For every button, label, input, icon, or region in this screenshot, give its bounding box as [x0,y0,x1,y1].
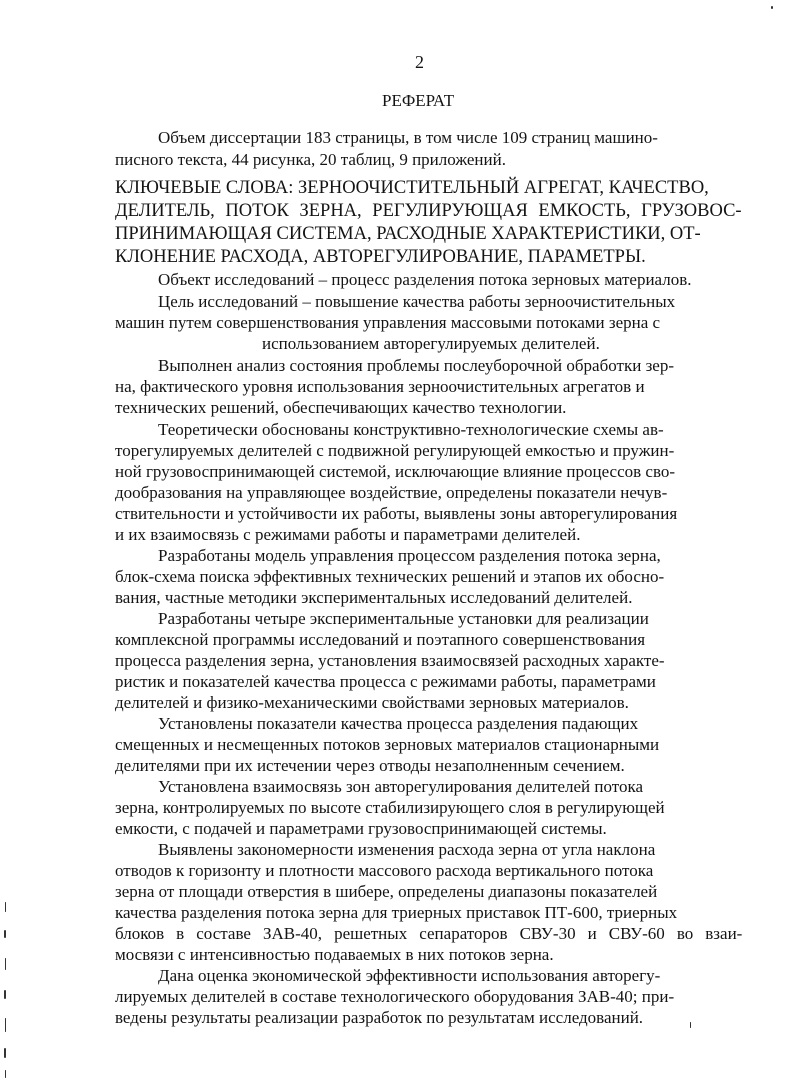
text-line: делителями при их истечении через отводы незаполненным сечением. [115,756,625,775]
text-line: использованием авторегулируемых делителей. [262,334,600,353]
text-line: Выполнен анализ состояния проблемы послеуборочной обработки зер- [158,356,674,375]
text-line: Цель исследований – повышение качества работы зерноочистительных [158,292,676,311]
text-line: Теоретически обоснованы конструктивно-технологические схемы ав- [158,420,664,439]
text-line: КЛЮЧЕВЫЕ СЛОВА: ЗЕРНООЧИСТИТЕЛЬНЫЙ АГРЕГАТ, КАЧЕСТВО, [115,178,709,198]
text-line: мосвязи с интенсивностью подаваемых в них потоков зерна. [115,945,554,964]
text-line: Разработаны четыре экспериментальные установки для реализации [158,609,649,628]
text-line: Разработаны модель управления процессом разделения потока зерна, [158,546,661,565]
page-number: 2 [415,52,424,72]
text-line: Выявлены закономерности изменения расхода зерна от угла наклона [158,840,656,859]
text-line: КЛОНЕНИЕ РАСХОДА, АВТОРЕГУЛИРОВАНИЕ, ПАРАМЕТРЫ. [115,247,646,267]
text-line: ПРИНИМАЮЩАЯ СИСТЕМА, РАСХОДНЫЕ ХАРАКТЕРИСТИКИ, ОТ- [115,224,701,244]
text-line: машин путем совершенствования управления массовыми потоками зерна с [115,313,661,332]
text-line: емкости, с подачей и параметрами грузовоспринимающей системы. [115,819,607,838]
text-line: ствительности и устойчивости их работы, выявлены зоны авторегулирования [115,504,678,523]
text-line: зерна, контролируемых по высоте стабилизирующего слоя в регулирующей [115,798,665,817]
text-line: ной грузовоспринимающей системой, исключающие влияние процессов сво- [115,462,676,481]
text-line: ристик и показателей качества процесса с режимами работы, параметрами [115,672,656,691]
text-line: Дана оценка экономической эффективности использования авторегу- [158,966,661,985]
text-line: Установлена взаимосвязь зон авторегулирования делителей потока [158,777,644,796]
text-line: блок-схема поиска эффективных технических решений и этапов их обосно- [115,567,665,586]
text-line: ДЕЛИТЕЛЬ, ПОТОК ЗЕРНА, РЕГУЛИРУЮЩАЯ ЕМКОСТЬ, ГРУЗОВОС- [115,201,742,221]
text-line: писного текста, 44 рисунка, 20 таблиц, 9 приложений. [115,150,506,169]
text-line: вания, частные методики экспериментальных исследований делителей. [115,588,633,607]
text-line: процесса разделения зерна, установления взаимосвязей расходных характе- [115,651,665,670]
heading: РЕФЕРАТ [382,91,455,110]
text-line: Установлены показатели качества процесса разделения падающих [158,714,639,733]
text-line: отводов к горизонту и плотности массового расхода вертикального потока [115,861,654,880]
text-line: торегулируемых делителей с подвижной регулирующей емкостью и пружин- [115,441,675,460]
text-line: Объект исследований – процесс разделения потока зерновых материалов. [158,270,692,289]
scan-edge-artifacts [0,0,14,1085]
text-line: лируемых делителей в составе технологического оборудования ЗАВ-40; при- [115,987,675,1006]
text-line: комплексной программы исследований и поэтапного совершенствования [115,630,646,649]
text-line: ведены результаты реализации разработок по результатам исследований. [115,1008,644,1027]
text-line: делителей и физико-механическими свойствами зерновых материалов. [115,693,629,712]
text-line: на, фактического уровня использования зерноочистительных агрегатов и [115,377,645,396]
text-line: Объем диссертации 183 страницы, в том числе 109 страниц машино- [158,128,658,147]
text-line: качества разделения потока зерна для триерных приставок ПТ-600, триерных [115,903,678,922]
text-line: и их взаимосвязь с режимами работы и параметрами делителей. [115,525,581,544]
text-line: дообразования на управляющее воздействие, определены показатели нечув- [115,483,668,502]
text-line: блоков в составе ЗАВ-40, решетных сепараторов СВУ-30 и СВУ-60 во взаи- [115,924,743,943]
text-line: зерна от площади отверстия в шибере, определены диапазоны показателей [115,882,658,901]
text-line: технических решений, обеспечивающих качество технологии. [115,398,567,417]
scan-speck [690,1022,691,1028]
text-line: смещенных и несмещенных потоков зерновых материалов стационарными [115,735,660,754]
scan-speck [771,6,773,9]
